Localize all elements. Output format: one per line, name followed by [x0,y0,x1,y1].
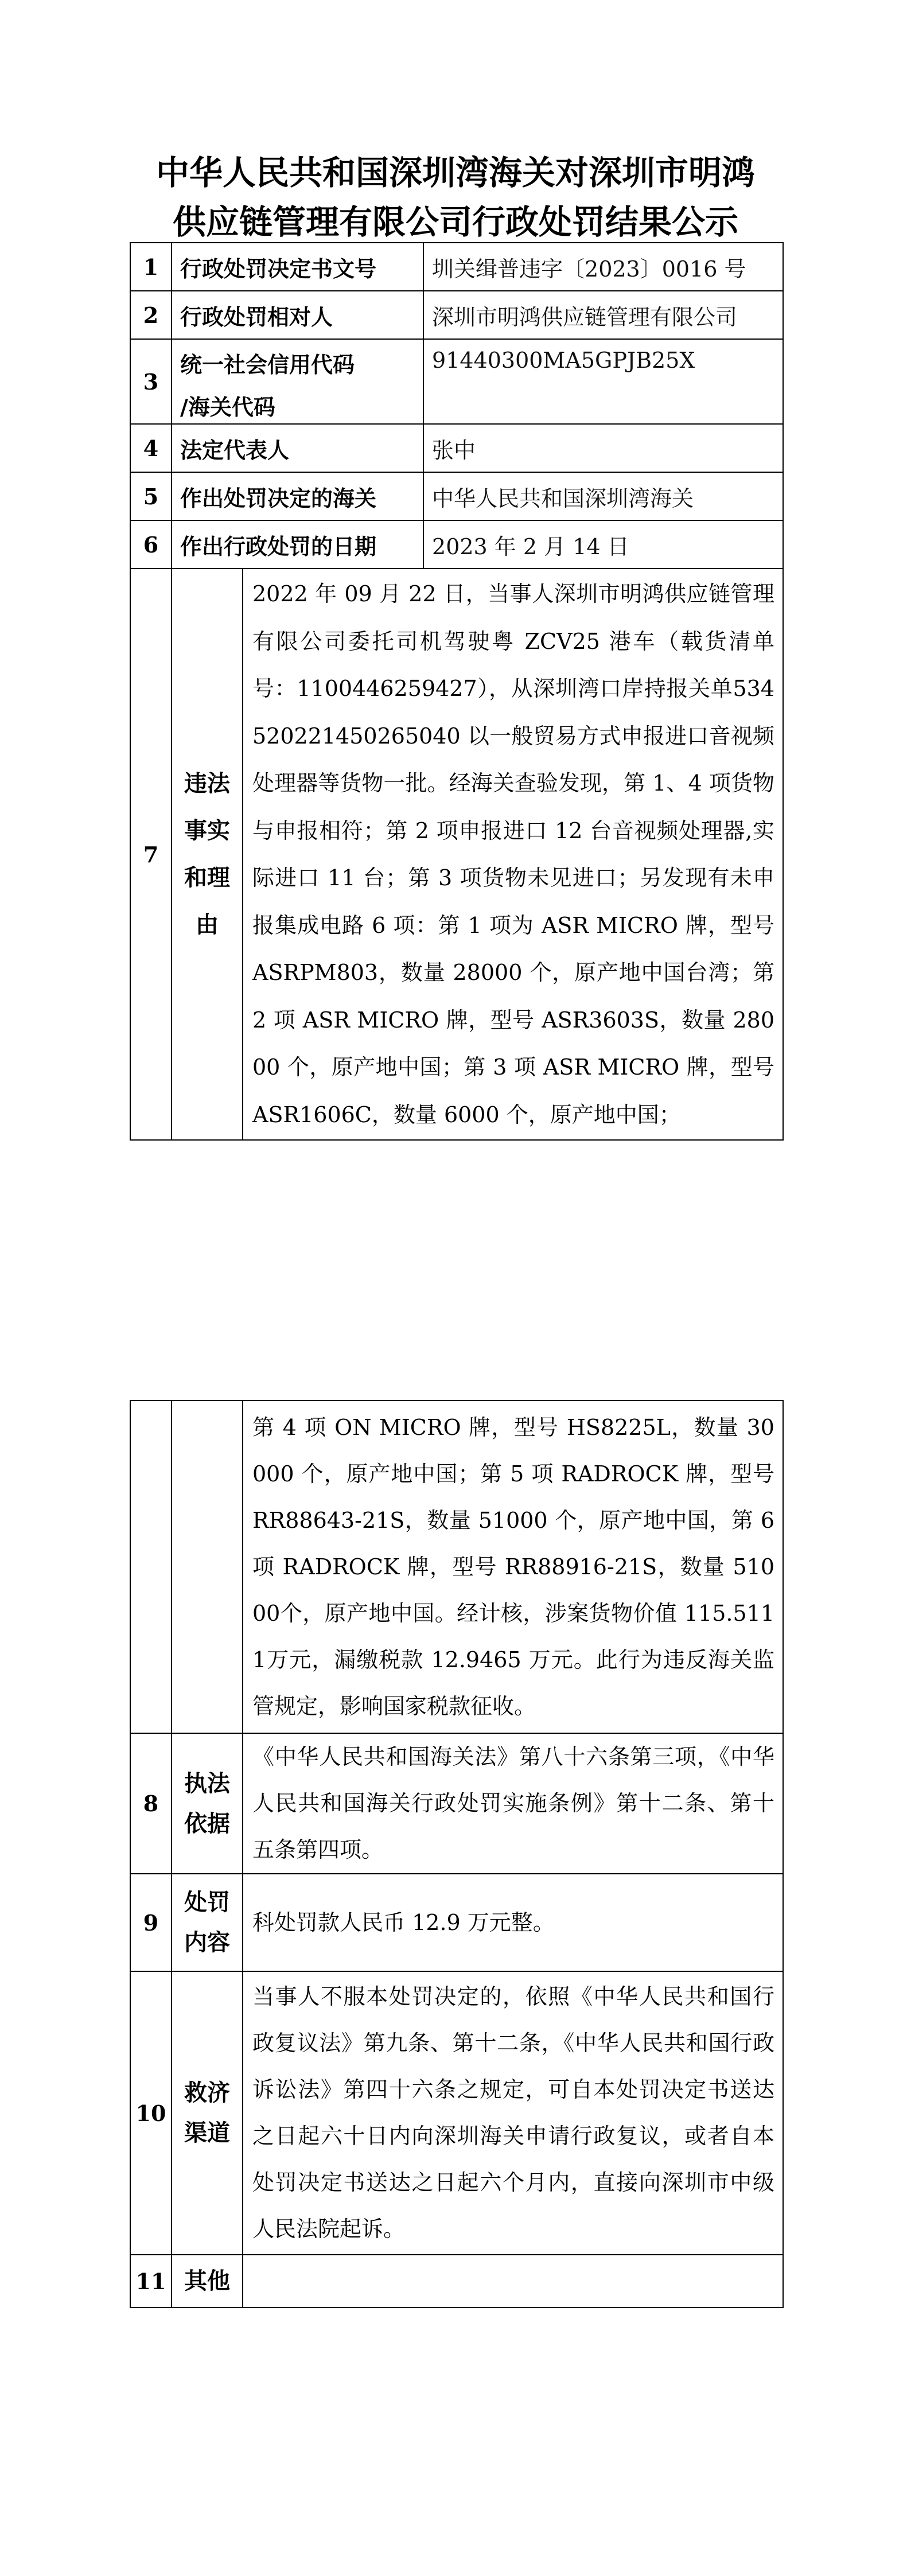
row-number: 3 [130,339,172,424]
field-label-party: 行政处罚相对人 [172,291,423,339]
table-row [130,291,783,339]
table-row [130,424,783,472]
field-label-date: 作出行政处罚的日期 [172,520,423,569]
other-text [243,2255,783,2307]
field-label-credit-code [172,339,423,424]
row-number: 5 [130,472,172,520]
field-label-credit-code-line2: /海关代码 [180,394,275,420]
document-title-line2: 供应链管理有限公司行政处罚结果公示 [172,203,738,242]
row-number: 9 [130,1874,172,1971]
row-number: 6 [130,520,172,569]
table-row [130,1400,783,1733]
remedy-text: 当事人不服本处罚决定的，依照《中华人民共和国行政复议法》第九条、第十二条，《中华人民共和国行政诉讼法》第四十六条之规定，可自本处罚决定书送达之日起六十日内向深圳海关申请行政复议，或者自本处罚决定书送达之日起六个月内，直接向深圳市中级人民法院起诉。 [243,1971,783,2255]
table-row [130,2255,783,2307]
label-line: 由 [196,911,219,938]
field-label-other: 其他 [172,2255,243,2307]
field-label-legal-basis [172,1733,243,1874]
table-row [130,1971,783,2255]
label-line: 依据 [184,1810,230,1837]
field-value-legal-rep: 张中 [423,424,783,472]
row-number: 1 [130,243,172,291]
field-label-decision-number: 行政处罚决定书文号 [172,243,423,291]
field-value-credit-code: 91440300MA5GPJB25X [423,339,783,424]
field-label-penalty [172,1874,243,1971]
penalty-table-page2 [130,1400,784,2308]
label-line: 处罚 [184,1889,230,1916]
table-row [130,243,783,291]
violation-facts-text-continued: 第 4 项 ON MICRO 牌，型号 HS8225L，数量 30000 个，原产地中国；第 5 项 RADROCK 牌，型号RR88643-21S，数量 51000 个，原产地中国，第 6 项 RADROCK 牌，型号 RR88916-21S，数量 51000个，原产地中国。经计核，涉案货物价值 115.5111万元，漏缴税款 12.9465 万元。此行为违反海关监管规定，影响国家税款征收。 [243,1400,783,1733]
penalty-content-text: 科处罚款人民币 12.9 万元整。 [243,1874,783,1971]
label-line: 违法 [184,770,230,797]
row-number: 7 [130,569,172,1140]
label-line: 内容 [184,1929,230,1956]
label-line: 和理 [184,864,230,891]
field-value-party: 深圳市明鸿供应链管理有限公司 [423,291,783,339]
field-label-legal-rep: 法定代表人 [172,424,423,472]
table-row [130,569,783,1140]
table-row [130,1733,783,1874]
table-row [130,472,783,520]
legal-basis-text: 《中华人民共和国海关法》第八十六条第三项，《中华人民共和国海关行政处罚实施条例》第十二条、第十五条第四项。 [243,1733,783,1874]
violation-facts-text: 2022 年 09 月 22 日，当事人深圳市明鸿供应链管理有限公司委托司机驾驶粤 ZCV25 港车（载货清单号：1100446259427），从深圳湾口岸持报关单534520221450265040 以一般贸易方式申报进口音视频处理器等货物一批。经海关查验发现，第 1、4 项货物与申报相符；第 2 项申报进口 12 台音视频处理器,实际进口 11 台；第 3 项货物未见进口；另发现有未申报集成电路 6 项：第 1 项为 ASR MICRO 牌，型号 ASRPM803，数量 28000 个，原产地中国台湾；第 2 项 ASR MICRO 牌，型号 ASR3603S，数量 28000 个，原产地中国；第 3 项 ASR MICRO 牌，型号 ASR1606C，数量 6000 个，原产地中国； [243,569,783,1140]
field-label-customs: 作出处罚决定的海关 [172,472,423,520]
field-label-violation [172,569,243,1140]
field-value-date: 2023 年 2 月 14 日 [423,520,783,569]
label-line: 事实 [184,817,230,844]
document-title-line1: 中华人民共和国深圳湾海关对深圳市明鸿 [155,153,755,192]
row-number: 2 [130,291,172,339]
row-number-empty [130,1400,172,1733]
label-line: 救济 [184,2079,230,2106]
field-label-credit-code-line1: 统一社会信用代码 [180,352,355,378]
field-value-customs: 中华人民共和国深圳湾海关 [423,472,783,520]
table-row [130,339,783,424]
table-row [130,520,783,569]
label-line: 执法 [184,1769,230,1797]
table-row [130,1874,783,1971]
row-number: 11 [130,2255,172,2307]
row-number: 4 [130,424,172,472]
field-label-remedy [172,1971,243,2255]
field-value-decision-number: 圳关缉普违字〔2023〕0016 号 [423,243,783,291]
row-number: 10 [130,1971,172,2255]
row-number: 8 [130,1733,172,1874]
penalty-table-page1 [130,242,784,1141]
field-label-empty [172,1400,243,1733]
label-line: 渠道 [184,2119,230,2146]
